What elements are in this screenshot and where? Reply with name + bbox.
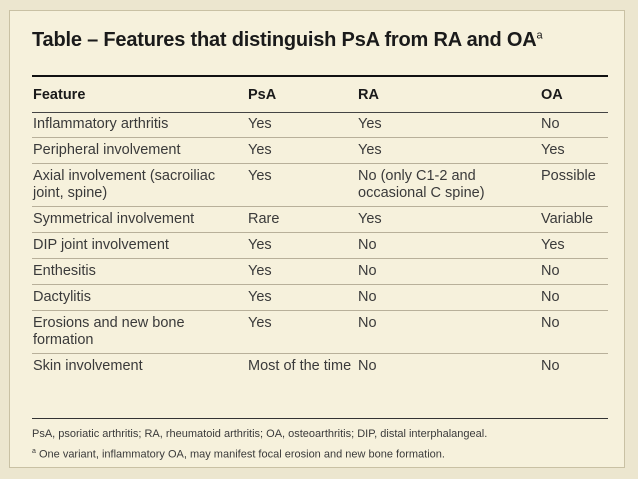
- cell-feature: Dactylitis: [32, 285, 247, 311]
- table-row: [32, 207, 608, 233]
- cell-oa: Yes: [540, 138, 608, 164]
- cell-feature: Skin involvement: [33, 358, 143, 374]
- cell-feature: DIP joint involvement: [32, 233, 247, 259]
- table-row: [32, 354, 608, 380]
- cell-psa: Yes: [247, 259, 357, 285]
- cell-feature: Axial involvement (sacroiliac joint, spine): [32, 164, 247, 207]
- cell-psa: Yes: [247, 285, 357, 311]
- features-table: [32, 77, 608, 379]
- header-ra: RA: [358, 86, 379, 103]
- cell-psa: Yes: [247, 233, 357, 259]
- footnote-a: [32, 443, 622, 464]
- cell-psa: Yes: [247, 164, 357, 207]
- cell-feature: Inflammatory arthritis: [32, 112, 247, 138]
- cell-psa: Yes: [247, 112, 357, 138]
- cell-oa: No: [540, 259, 608, 285]
- abbreviations-note: PsA, psoriatic arthritis; RA, rheumatoid arthritis; OA, osteoarthritis; DIP, distal interphalangeal.: [32, 428, 488, 440]
- cell-psa: Yes: [247, 138, 357, 164]
- cell-ra: Yes: [357, 138, 540, 164]
- table-title: Table – Features that distinguish PsA from RA and $OA^a$: [32, 29, 543, 51]
- cell-ra: No: [358, 358, 377, 374]
- header-psa: PsA: [248, 86, 277, 103]
- cell-psa: Yes: [247, 311, 357, 354]
- cell-feature: Enthesitis: [32, 259, 247, 285]
- cell-oa: No: [540, 112, 608, 138]
- header-feature: Feature: [33, 86, 86, 103]
- table-row: [32, 311, 608, 354]
- table-panel: [9, 10, 625, 468]
- cell-oa: No: [540, 285, 608, 311]
- table-notes: [32, 425, 622, 464]
- cell-oa: No: [540, 311, 608, 354]
- table-row: [32, 285, 608, 311]
- cell-feature: Peripheral involvement: [32, 138, 247, 164]
- table-row: [32, 138, 608, 164]
- table-row: [32, 259, 608, 285]
- cell-ra: No: [357, 259, 540, 285]
- cell-ra: No: [357, 311, 540, 354]
- cell-oa: No: [541, 358, 560, 374]
- bottom-rule: [32, 418, 608, 419]
- table-row: [32, 112, 608, 138]
- table-row: [32, 233, 608, 259]
- cell-ra: No (only C1-2 and occasional C spine): [357, 164, 540, 207]
- footnote-a-text: One variant, inflammatory OA, may manifest focal erosion and new bone formation.: [38, 448, 445, 461]
- cell-psa: Most of the time: [248, 358, 352, 374]
- cell-oa: Possible: [540, 164, 608, 207]
- header-row: [32, 77, 608, 112]
- cell-ra: Yes: [357, 207, 540, 233]
- table-row: [32, 164, 608, 207]
- cell-feature: Erosions and new bone formation: [32, 311, 247, 354]
- cell-feature: Symmetrical involvement: [32, 207, 247, 233]
- footnote-a-marker: a: [32, 448, 36, 455]
- cell-ra: No: [357, 285, 540, 311]
- cell-ra: No: [357, 233, 540, 259]
- cell-oa: Yes: [540, 233, 608, 259]
- title-footnote-marker: a: [536, 29, 543, 42]
- header-oa: OA: [541, 86, 563, 103]
- cell-oa: Variable: [540, 207, 608, 233]
- cell-psa: Rare: [247, 207, 357, 233]
- cell-ra: Yes: [357, 112, 540, 138]
